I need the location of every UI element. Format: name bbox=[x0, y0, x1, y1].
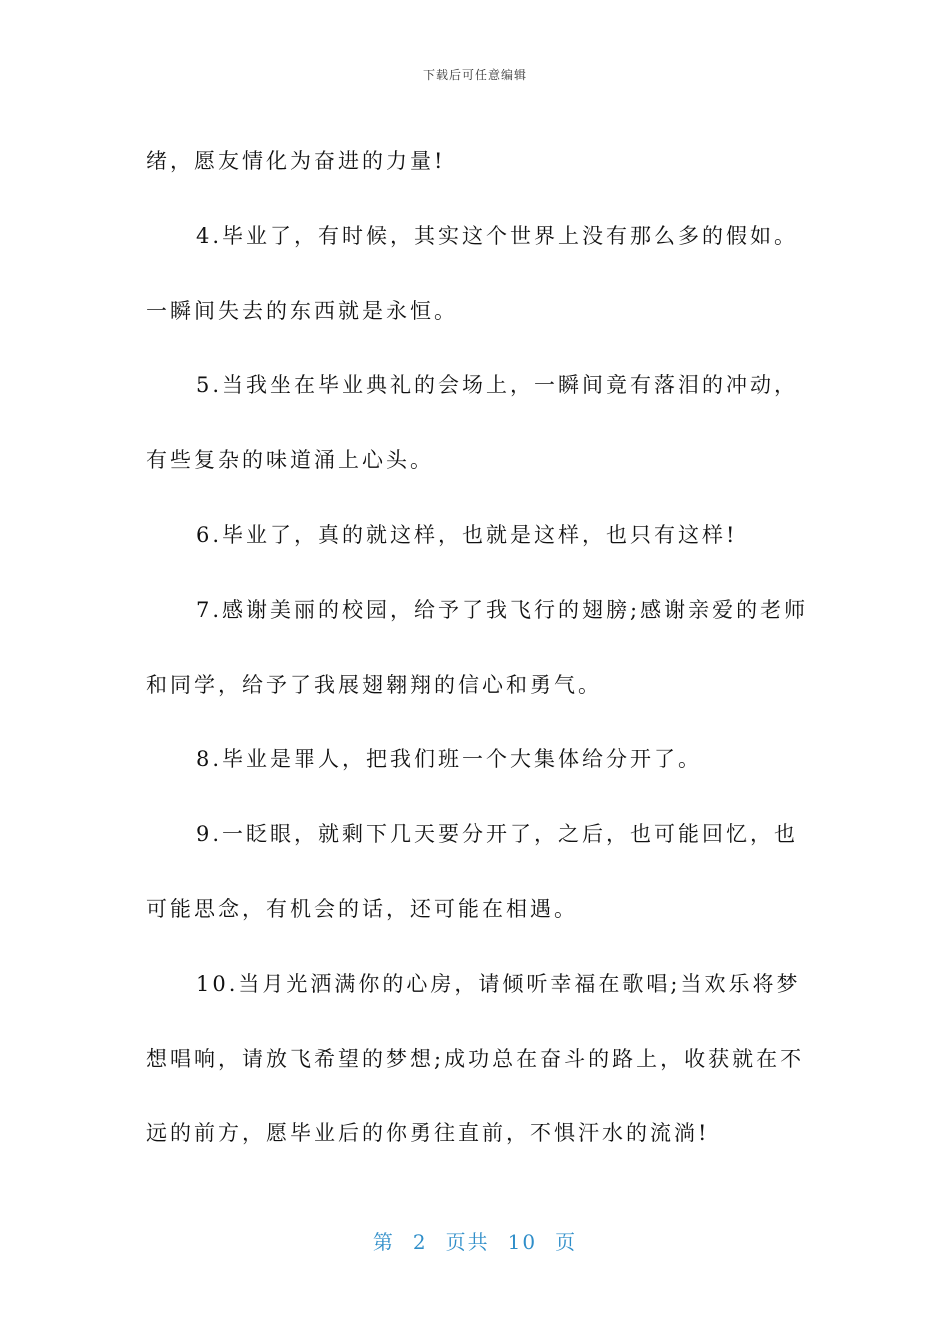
paragraph-line: 7.感谢美丽的校园，给予了我飞行的翅膀;感谢亲爱的老师 bbox=[196, 597, 809, 622]
paragraph-line: 想唱响，请放飞希望的梦想;成功总在奋斗的路上，收获就在不 bbox=[146, 1046, 805, 1071]
paragraph-line: 可能思念，有机会的话，还可能在相遇。 bbox=[146, 896, 578, 921]
paragraph-line: 和同学，给予了我展翅翱翔的信心和勇气。 bbox=[146, 672, 602, 697]
footer-middle: 页共 bbox=[445, 1230, 490, 1254]
paragraph-line: 5.当我坐在毕业典礼的会场上，一瞬间竟有落泪的冲动， bbox=[196, 373, 799, 398]
footer-suffix: 页 bbox=[555, 1230, 578, 1254]
page-footer bbox=[0, 1226, 950, 1255]
paragraph-line: 10.当月光洒满你的心房，请倾听幸福在歌唱;当欢乐将梦 bbox=[196, 971, 801, 996]
footer-total-pages: 10 bbox=[507, 1230, 538, 1254]
paragraph-line: 4.毕业了，有时候，其实这个世界上没有那么多的假如。 bbox=[196, 223, 799, 248]
footer-prefix: 第 bbox=[372, 1230, 395, 1254]
paragraph-line: 一瞬间失去的东西就是永恒。 bbox=[146, 298, 458, 323]
paragraph-line: 8.毕业是罪人，把我们班一个大集体给分开了。 bbox=[196, 747, 703, 772]
paragraph-line: 远的前方，愿毕业后的你勇往直前，不惧汗水的流淌! bbox=[146, 1121, 710, 1146]
paragraph-line: 9.一眨眼，就剩下几天要分开了，之后，也可能回忆，也 bbox=[196, 822, 799, 847]
footer-current-page: 2 bbox=[412, 1230, 428, 1254]
document-body bbox=[146, 124, 809, 1171]
paragraph-line: 绪，愿友情化为奋进的力量! bbox=[146, 149, 446, 173]
paragraph-line: 有些复杂的味道涌上心头。 bbox=[146, 448, 434, 473]
header-note: 下载后可任意编辑 bbox=[422, 68, 527, 82]
paragraph-line: 6.毕业了，真的就这样，也就是这样，也只有这样! bbox=[196, 522, 738, 547]
